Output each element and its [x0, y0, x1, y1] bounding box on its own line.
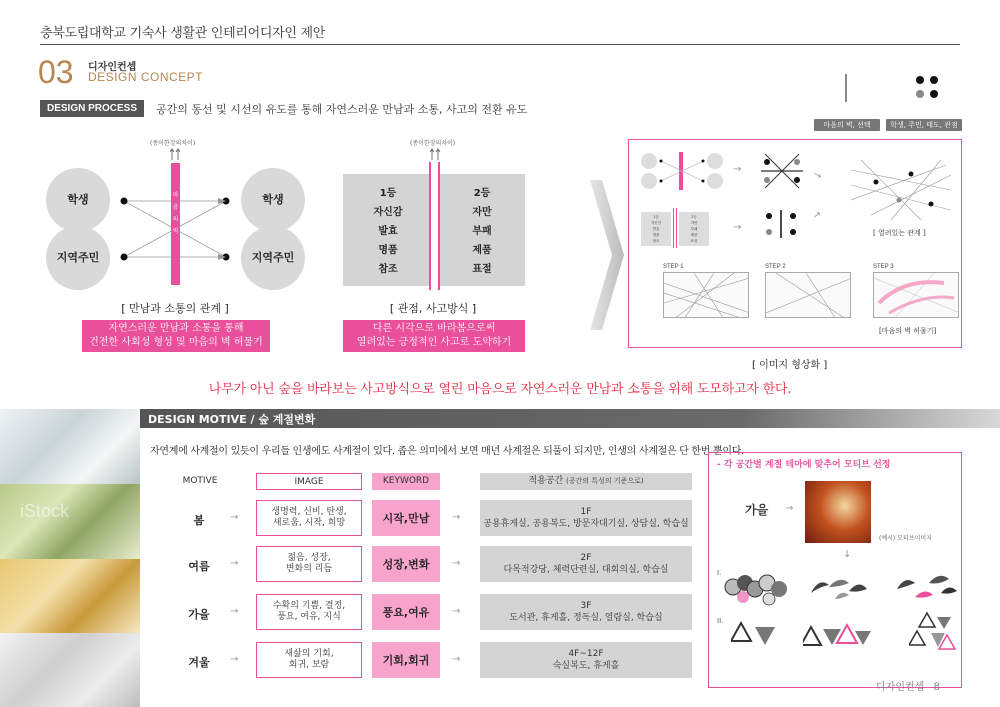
step3-image — [873, 272, 959, 318]
arrow-right-icon: → — [452, 606, 461, 617]
left-word-5: 참조 — [378, 264, 398, 275]
leaves-pink-motif-icon — [893, 571, 959, 605]
season-autumn: 가을 — [188, 608, 210, 621]
concept-slogan: 나무가 아닌 숲을 바라보는 사고방식으로 열린 마음으로 자연스러운 만남과 소통을 위해 도모하고자 한다. — [208, 382, 792, 397]
col-image: IMAGE — [256, 473, 362, 490]
arrow-down-icon: ↓ — [843, 549, 852, 560]
mini-right-5: 표절 — [690, 239, 698, 243]
mini-right-3: 부패 — [690, 227, 698, 231]
arrow-right-icon: → — [733, 222, 742, 233]
floor-autumn: 3F — [580, 601, 592, 611]
motive-description: 자연계에 사계절이 있듯이 우리들 인생에도 사계절이 있다. 좁은 의미에서 보면 매년 사계절은 되풀이 되지만, 인생의 사계절은 단 한번 뿐이다. — [150, 446, 744, 457]
diagram1-note: (종이한장의차이) — [150, 140, 196, 147]
mini-left-5: 참조 — [652, 239, 660, 243]
legend-tag-wall: 마음의 벽, 선택 — [814, 119, 880, 131]
space-spring-list: 공용휴게실, 공용복도, 방문자대기실, 상담실, 학습실 — [483, 519, 689, 529]
motive-title: DESIGN MOTIVE / 숲 계절변화 — [148, 413, 316, 426]
wall-break-caption: [마음의 벽 허물기] — [879, 327, 937, 335]
keyword-summer: 성장,변화 — [372, 546, 440, 582]
mini-right-4: 제품 — [690, 233, 698, 237]
document-title: 충북도립대학교 기숙사 생활관 인테리어디자인 제안 — [40, 26, 326, 41]
step1-image — [663, 272, 749, 318]
col-space — [480, 473, 692, 490]
section-title-en: DESIGN CONCEPT — [88, 70, 204, 84]
col-space-label: 적용공간 — [528, 476, 564, 486]
leaves-motif-icon — [805, 573, 875, 603]
open-relation-caption: [ 열려있는 관계 ] — [873, 229, 926, 237]
autumn-forest — [0, 559, 140, 633]
space-winter — [480, 642, 692, 678]
image-autumn-line2: 풍요, 여유, 지식 — [277, 612, 341, 622]
diagram2-note: (종이한장의차이) — [410, 140, 456, 147]
space-winter-list: 숙실복도, 휴게홀 — [552, 661, 620, 671]
col-keyword: KEYWORD — [372, 473, 440, 490]
chevron-right-icon — [590, 180, 624, 330]
floor-winter: 4F~12F — [568, 649, 604, 659]
crossing-relation-icon — [759, 150, 805, 192]
panel-caption: [ 이미지 형상화 ] — [752, 360, 828, 371]
diagram1-summary-line1: 자연스러운 만남과 소통을 통해 — [108, 323, 244, 334]
mini-right-words — [679, 212, 709, 246]
image-spring-line1: 생명력, 신비, 탄생, — [271, 507, 347, 517]
motive-selection-panel — [708, 452, 962, 688]
page-number: 8 — [933, 682, 940, 693]
diagram1-arrows-icon — [168, 148, 182, 160]
space-spring — [480, 500, 692, 536]
space-autumn-list: 도서관, 휴게홀, 정독실, 열람실, 학습실 — [509, 613, 663, 623]
season-autumn-label: 가을 — [745, 503, 769, 517]
footer-text: 디자인컨셉 — [876, 682, 925, 693]
image-cell-winter — [256, 642, 362, 678]
arrow-right-icon: → — [452, 512, 461, 523]
mini-right-2: 자만 — [690, 221, 698, 225]
roman-one: I. — [717, 569, 722, 577]
keyword-spring: 시작,만남 — [372, 500, 440, 536]
right-word-5: 표절 — [472, 264, 492, 275]
col-motive: MOTIVE — [182, 476, 218, 486]
triangles-motif-icon — [731, 621, 781, 647]
floor-spring: 1F — [580, 507, 592, 517]
image-winter-line2: 회귀, 보람 — [288, 660, 330, 670]
autumn-leaf-photo — [805, 481, 871, 543]
image-panel — [628, 139, 962, 348]
diagram1-summary-line2: 건전한 사회성 형성 및 마음의 벽 허물기 — [89, 337, 263, 348]
season-summer: 여름 — [188, 560, 210, 573]
paper-wall — [429, 162, 440, 290]
dots-wall-icon — [761, 208, 801, 240]
mini-right-1: 2등 — [691, 215, 697, 219]
circle-resident-right: 지역주민 — [241, 226, 305, 290]
step2-label: STEP 2 — [765, 264, 786, 270]
season-spring: 봄 — [193, 514, 205, 527]
spring-forest — [0, 409, 140, 484]
mini-left-2: 자신감 — [650, 221, 662, 225]
left-words — [358, 184, 418, 279]
col-space-sub: (공간의 특성의 기준으로) — [566, 477, 644, 485]
circle-resident-left: 지역주민 — [46, 226, 110, 290]
process-description: 공간의 동선 및 시선의 유도를 통해 자연스러운 만남과 소통, 사고의 전환 유도 — [156, 103, 528, 116]
mini-left-3: 발효 — [652, 227, 660, 231]
diagram1-title: [ 만남과 소통의 관계 ] — [121, 302, 229, 315]
arrow-right-icon: → — [733, 164, 742, 175]
triangles-pink-motif-icon — [803, 617, 873, 647]
arrow-right-icon: → — [230, 512, 239, 523]
watermark: iStock — [20, 501, 70, 521]
image-summer-line1: 젊음, 성장, — [287, 553, 331, 563]
left-word-4: 명품 — [378, 245, 398, 256]
mini-left-words — [641, 212, 671, 246]
diagram2-summary-line1: 다른 시각으로 바라봄으로써 — [372, 323, 496, 334]
diagram2-title: [ 관점, 사고방식 ] — [389, 302, 477, 315]
keyword-winter: 기회,회귀 — [372, 642, 440, 678]
arrow-right-icon: → — [785, 503, 794, 514]
triangles-cluster-icon — [909, 611, 959, 651]
mini-left-1: 1등 — [653, 215, 659, 219]
space-summer-list: 다목적강당, 체력단련실, 대회의실, 학습실 — [503, 565, 669, 575]
left-word-2: 자신감 — [373, 207, 403, 218]
arrow-right-icon: → — [452, 558, 461, 569]
image-winter-line1: 새삶의 기회, — [284, 649, 334, 659]
roman-two: II. — [717, 617, 724, 625]
season-winter: 겨울 — [188, 656, 210, 669]
arrow-right-icon: → — [230, 606, 239, 617]
header-divider — [40, 44, 960, 45]
circle-student-right: 학생 — [241, 168, 305, 232]
open-relation-lines — [851, 160, 951, 222]
floor-summer: 2F — [580, 553, 592, 563]
section-title-kr: 디자인컨셉 — [88, 62, 137, 73]
wall-bar-label: 마 음 의 벽 — [172, 192, 179, 235]
season-forest-image — [0, 409, 140, 707]
step2-image — [765, 272, 851, 318]
right-words — [452, 184, 512, 279]
mini-left-4: 명품 — [652, 233, 660, 237]
arrow-down-right-icon: → — [810, 168, 824, 183]
legend-dots-icon — [912, 74, 942, 100]
right-word-4: 제품 — [472, 245, 492, 256]
arrow-up-right-icon: → — [810, 208, 824, 223]
diagram1-summary — [82, 320, 270, 352]
right-word-3: 부패 — [472, 226, 492, 237]
step3-label: STEP 3 — [873, 264, 894, 270]
arrow-right-icon: → — [230, 654, 239, 665]
step1-label: STEP 1 — [663, 264, 684, 270]
right-word-1: 2등 — [473, 188, 491, 199]
photo-caption: (예시) 모티브이미지 — [879, 535, 932, 542]
left-word-3: 발효 — [378, 226, 398, 237]
space-autumn — [480, 594, 692, 630]
space-summer — [480, 546, 692, 582]
page-footer — [876, 678, 940, 693]
image-cell-spring — [256, 500, 362, 536]
diagram2-arrows-icon — [428, 148, 442, 160]
legend-line-icon — [845, 74, 847, 102]
arrow-right-icon: → — [230, 558, 239, 569]
right-word-2: 자만 — [472, 207, 492, 218]
keyword-autumn: 풍요,여유 — [372, 594, 440, 630]
arrow-right-icon: → — [452, 654, 461, 665]
mini-relation-diagram — [639, 152, 725, 190]
process-label: DESIGN PROCESS — [40, 100, 144, 117]
diagram2-summary-line2: 열려있는 긍정적인 사고로 도약하기 — [356, 337, 512, 348]
left-word-1: 1등 — [379, 188, 397, 199]
circles-motif-icon — [719, 571, 799, 607]
section-number: 03 — [38, 54, 74, 90]
image-cell-autumn — [256, 594, 362, 630]
image-autumn-line1: 수확의 기쁨, 결정, — [272, 601, 346, 611]
image-spring-line2: 새로움, 시작, 희망 — [272, 518, 346, 528]
winter-forest — [0, 633, 140, 707]
image-cell-summer — [256, 546, 362, 582]
circle-student-left: 학생 — [46, 168, 110, 232]
diagram2-summary — [343, 320, 525, 352]
mini-wall — [673, 208, 677, 248]
legend-tag-people: 학생, 주민, 태도, 관점 — [886, 119, 962, 131]
image-summer-line2: 변화의 리듬 — [285, 564, 333, 574]
motive-selection-title: - 각 공간별 계절 테마에 맞추어 모티브 선정 — [717, 460, 891, 470]
